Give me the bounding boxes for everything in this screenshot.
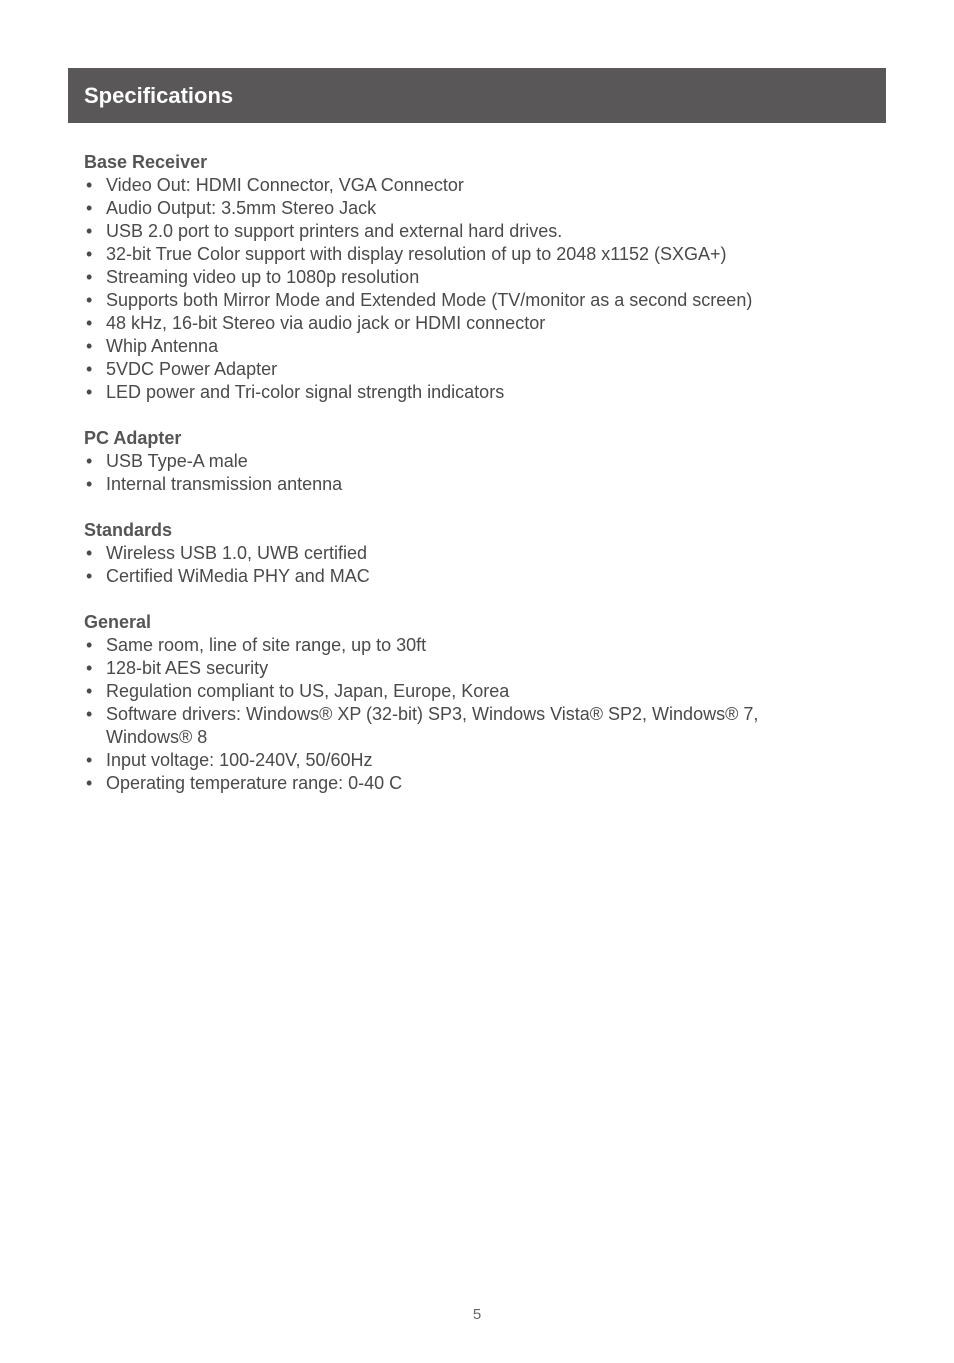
list-item-text: Whip Antenna [106, 336, 219, 356]
list-item [84, 174, 844, 197]
list-item-text: LED power and Tri-color signal strength indicators [106, 382, 505, 402]
list-item-text: Audio Output: 3.5mm Stereo Jack [106, 198, 377, 218]
bullet-icon: • [86, 681, 93, 701]
list-item [84, 358, 844, 381]
bullet-icon: • [86, 244, 93, 264]
list-item [84, 542, 844, 565]
list-item-text: Regulation compliant to US, Japan, Europe, Korea [106, 681, 510, 701]
list-item [84, 657, 844, 680]
list-item-text: 48 kHz, 16-bit Stereo via audio jack or HDMI connector [106, 313, 546, 333]
bullet-icon: • [86, 566, 93, 586]
list-item-text: Certified WiMedia PHY and MAC [106, 566, 370, 586]
list-item-text: Input voltage: 100-240V, 50/60Hz [106, 750, 373, 770]
bullet-icon: • [86, 658, 93, 678]
section-title: Standards [84, 520, 173, 540]
list-item [84, 220, 844, 243]
bullet-icon: • [86, 221, 93, 241]
list-item-text: Internal transmission antenna [106, 474, 343, 494]
section-title: General [84, 612, 152, 632]
list-item [84, 680, 844, 703]
list-item-text: Streaming video up to 1080p resolution [106, 267, 420, 287]
list-item-text: USB Type-A male [106, 451, 248, 471]
spec-list [84, 450, 844, 496]
bullet-icon: • [86, 336, 93, 356]
bullet-icon: • [86, 451, 93, 471]
list-item [84, 634, 844, 657]
list-item [84, 450, 844, 473]
list-item [84, 197, 844, 220]
section-header-bar [68, 68, 886, 123]
bullet-icon: • [86, 635, 93, 655]
list-item [84, 335, 844, 358]
list-item-text: 5VDC Power Adapter [106, 359, 278, 379]
bullet-icon: • [86, 175, 93, 195]
list-item-text: Video Out: HDMI Connector, VGA Connector [106, 175, 464, 195]
list-item-text: USB 2.0 port to support printers and external hard drives. [106, 221, 563, 241]
bullet-icon: • [86, 313, 93, 333]
section-base-receiver [84, 151, 844, 404]
list-item-text: Wireless USB 1.0, UWB certified [106, 543, 368, 563]
section-standards [84, 519, 844, 588]
list-item [84, 772, 844, 795]
list-item-text: 128-bit AES security [106, 658, 269, 678]
page-number: 5 [472, 1306, 482, 1323]
list-item [84, 703, 844, 749]
list-item [84, 749, 844, 772]
list-item-text: Supports both Mirror Mode and Extended Mode (TV/monitor as a second screen) [106, 290, 753, 310]
specifications-content [84, 151, 844, 818]
list-item [84, 381, 844, 404]
section-title: Base Receiver [84, 152, 208, 172]
spec-list [84, 174, 844, 404]
bullet-icon: • [86, 359, 93, 379]
bullet-icon: • [86, 474, 93, 494]
spec-list [84, 542, 844, 588]
list-item-text: Operating temperature range: 0-40 C [106, 773, 403, 793]
bullet-icon: • [86, 290, 93, 310]
list-item [84, 473, 844, 496]
list-item [84, 243, 844, 266]
list-item-text: Software drivers: Windows® XP (32-bit) SP3, Windows Vista® SP2, Windows® 7, Windows® 8 [106, 704, 759, 747]
list-item [84, 266, 844, 289]
page-title: Specifications [84, 83, 234, 108]
bullet-icon: • [86, 382, 93, 402]
list-item [84, 312, 844, 335]
bullet-icon: • [86, 198, 93, 218]
section-pc-adapter [84, 427, 844, 496]
list-item-text: 32-bit True Color support with display resolution of up to 2048 x1152 (SXGA+) [106, 244, 727, 264]
bullet-icon: • [86, 750, 93, 770]
list-item [84, 565, 844, 588]
bullet-icon: • [86, 267, 93, 287]
bullet-icon: • [86, 773, 93, 793]
list-item-text: Same room, line of site range, up to 30ft [106, 635, 427, 655]
spec-list [84, 634, 844, 795]
section-title: PC Adapter [84, 428, 182, 448]
list-item [84, 289, 844, 312]
bullet-icon: • [86, 543, 93, 563]
bullet-icon: • [86, 704, 93, 724]
section-general [84, 611, 844, 795]
